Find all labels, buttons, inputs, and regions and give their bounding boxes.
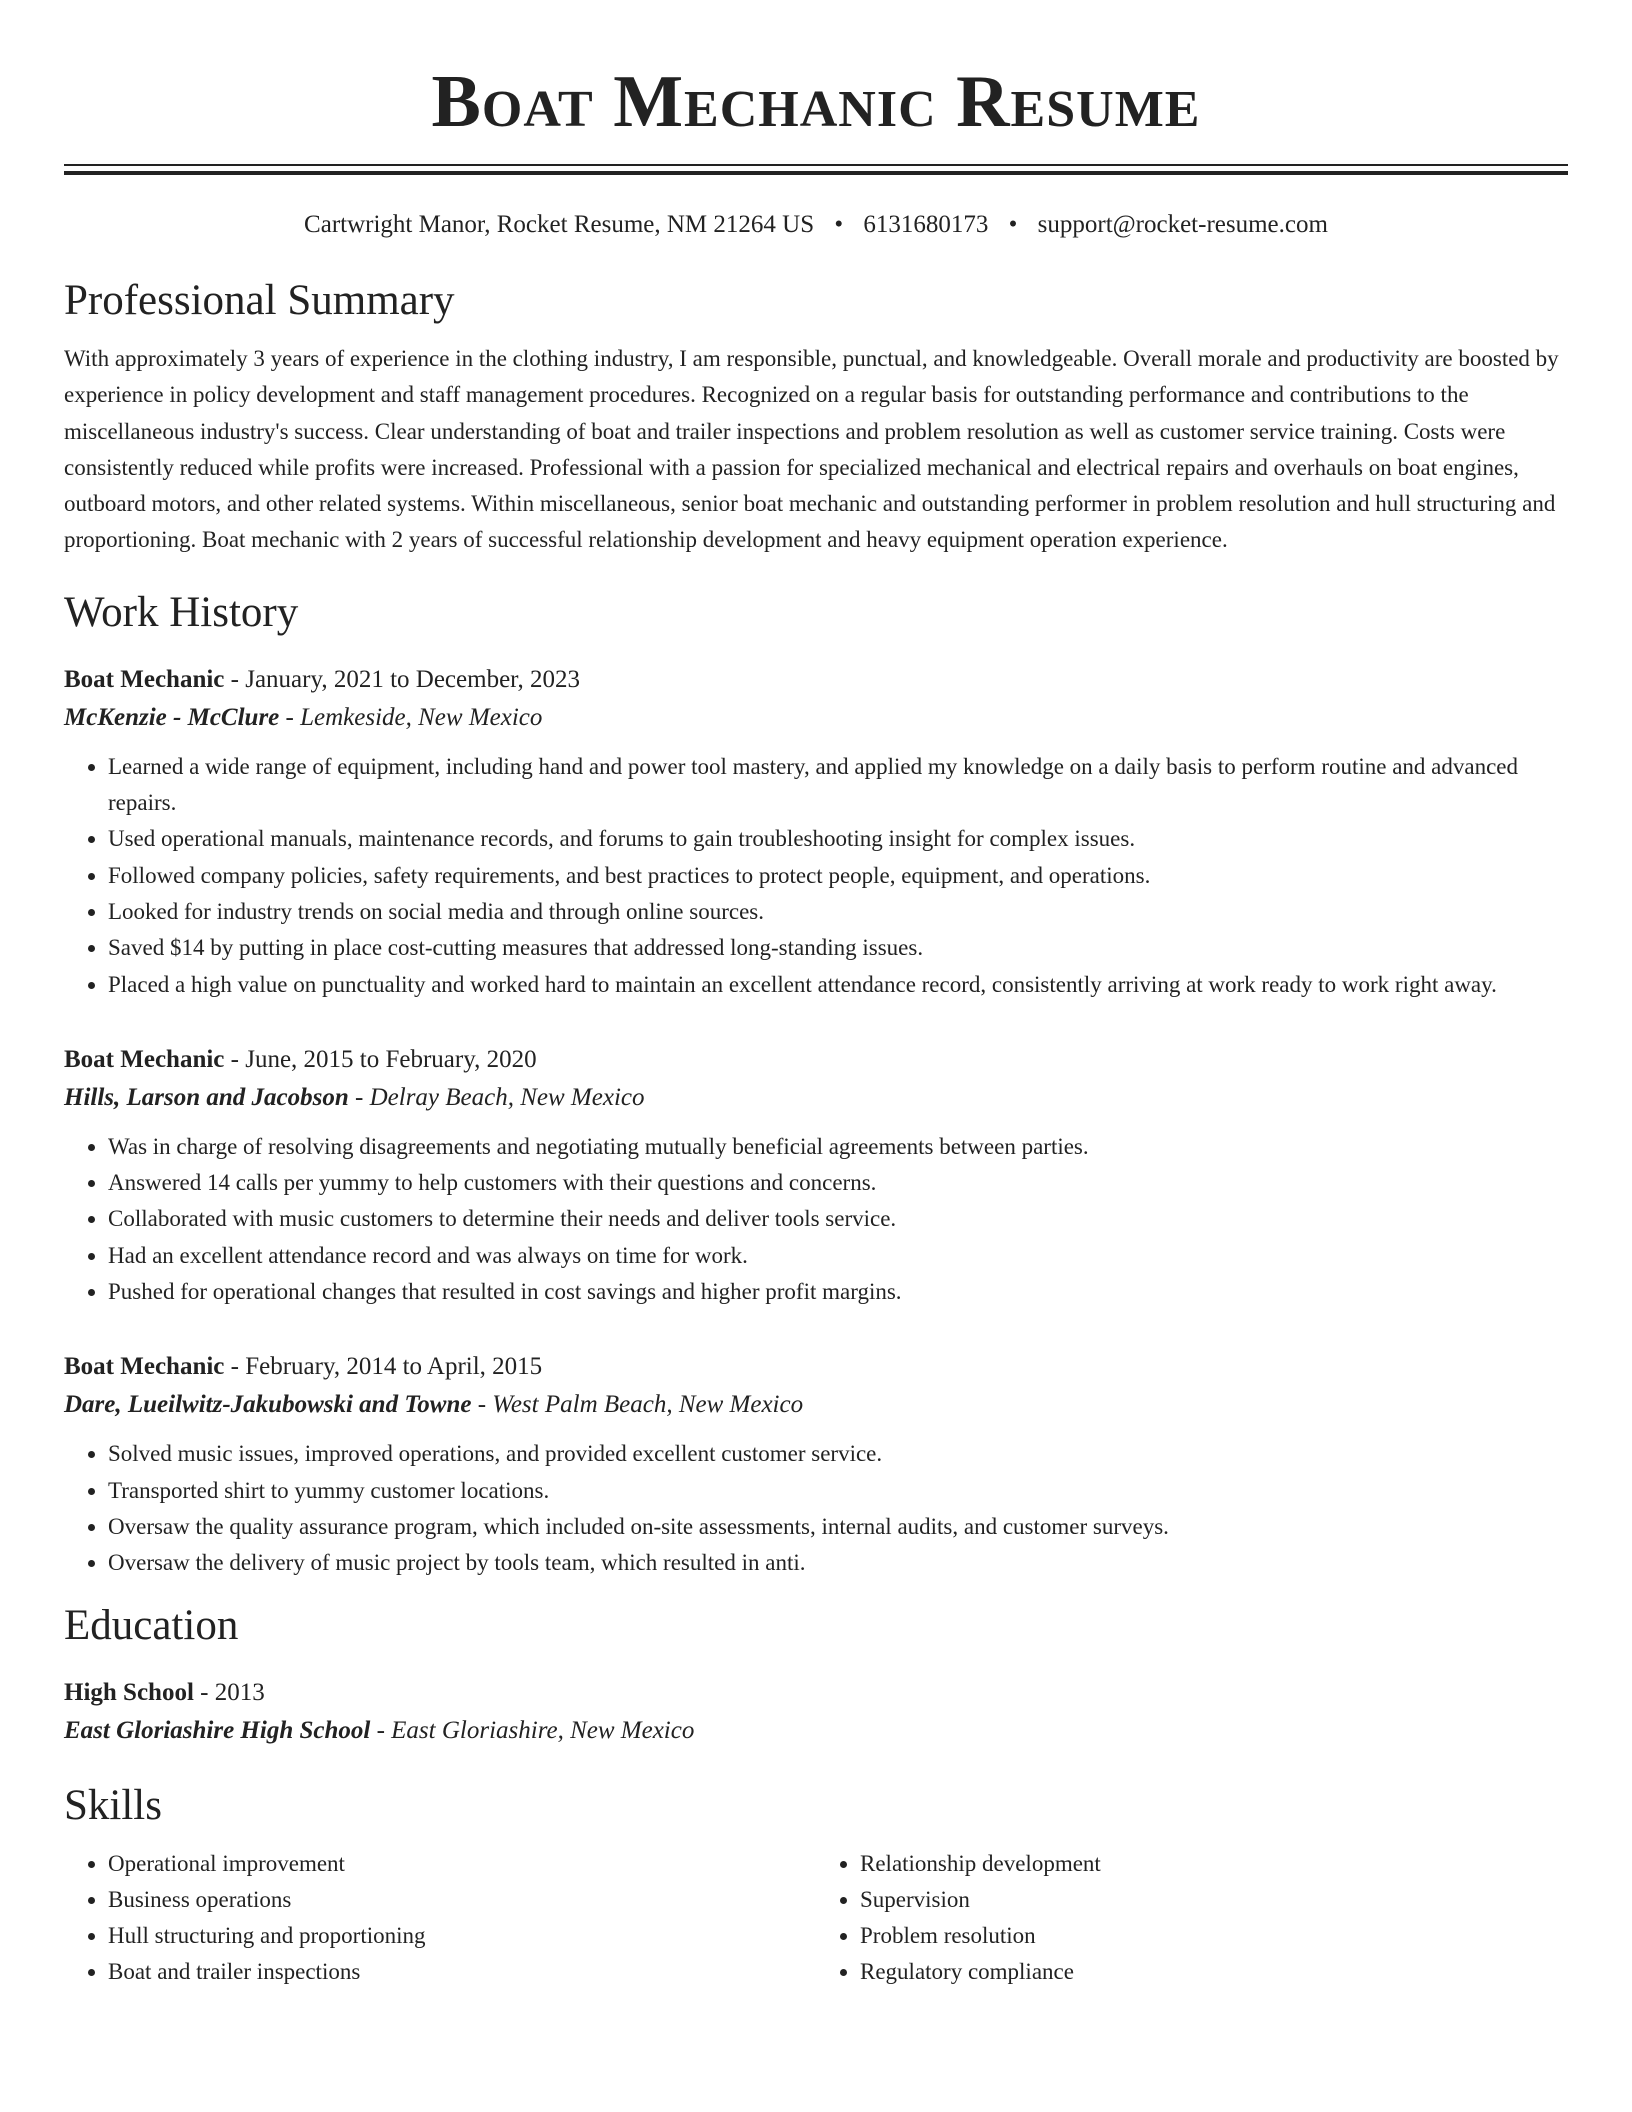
summary-heading: Professional Summary xyxy=(64,277,455,324)
summary-text: With approximately 3 years of experience in the clothing industry, I am responsible, punctual, and knowledgeable. Overall morale and productivity are boosted by experience in policy development and staff management procedures. Recognized on a regular basis for outstanding performance and contributions to the miscellaneous industry's success. Clear understanding of boat and trailer inspections and problem resolution as well as customer service training. Costs were consistently reduced while profits were increased. Professional with a passion for specialized mechanical and electrical repairs and overhauls on boat engines, outboard motors, and other related systems. Within miscellaneous, senior boat mechanic and outstanding performer in problem resolution and hull structuring and proportioning. Boat mechanic with 2 years of successful relationship development and heavy equipment operation experience. xyxy=(64,346,1559,553)
skill-item: • Boat and trailer inspections xyxy=(108,1954,816,1990)
job-location: - West Palm Beach, New Mexico xyxy=(471,1391,804,1419)
job-title: Boat Mechanic xyxy=(64,1353,225,1381)
list-item: • Pushed for operational changes that resulted in cost savings and higher profit margins. xyxy=(108,1274,1568,1310)
skills-heading: Skills xyxy=(64,1781,162,1829)
contact-line xyxy=(64,209,1568,241)
contact-separator: • xyxy=(834,211,844,238)
contact-phone: 6131680173 xyxy=(863,211,989,238)
skill-item: • Business operations xyxy=(108,1882,816,1918)
list-item: • Placed a high value on punctuality and worked hard to maintain an excellent attendance record, consistently arriving at work ready to work right away. xyxy=(108,967,1568,1003)
skills-columns xyxy=(64,1846,1568,1990)
contact-separator: • xyxy=(1008,211,1018,238)
job-title-line xyxy=(64,1041,1568,1079)
list-item: • Was in charge of resolving disagreements and negotiating mutually beneficial agreements between parties. xyxy=(108,1129,1568,1165)
job-title-line xyxy=(64,1348,1568,1386)
job-company-line xyxy=(64,1079,1568,1117)
job-duties-list xyxy=(64,749,1568,1003)
job-company-line xyxy=(64,1386,1568,1424)
job-entry xyxy=(64,1348,1568,1581)
list-item: • Oversaw the quality assurance program, which included on-site assessments, internal audits, and customer surveys. xyxy=(108,1509,1568,1545)
skills-list-right xyxy=(816,1846,1568,1990)
education-location: - East Gloriashire, New Mexico xyxy=(370,1716,695,1744)
education-degree-line xyxy=(64,1674,1568,1712)
job-location: - Delray Beach, New Mexico xyxy=(348,1083,645,1111)
skill-item: • Problem resolution xyxy=(860,1918,1568,1954)
job-title: Boat Mechanic xyxy=(64,665,225,693)
skills-list-left xyxy=(64,1846,816,1990)
education-school-line xyxy=(64,1712,1568,1750)
education-school: East Gloriashire High School xyxy=(64,1716,371,1744)
education-year: - 2013 xyxy=(193,1678,265,1706)
list-item: • Oversaw the delivery of music project by tools team, which resulted in anti. xyxy=(108,1545,1568,1581)
skill-item: • Hull structuring and proportioning xyxy=(108,1918,816,1954)
list-item: • Had an excellent attendance record and was always on time for work. xyxy=(108,1238,1568,1274)
skill-item: • Operational improvement xyxy=(108,1846,816,1882)
resume-title: Boat Mechanic Resume xyxy=(431,61,1201,143)
job-duties-list xyxy=(64,1129,1568,1310)
job-company-line xyxy=(64,699,1568,737)
list-item: • Solved music issues, improved operations, and provided excellent customer service. xyxy=(108,1436,1568,1472)
job-dates: - June, 2015 to February, 2020 xyxy=(224,1045,537,1073)
title-divider xyxy=(64,164,1568,175)
list-item: • Used operational manuals, maintenance records, and forums to gain troubleshooting insight for complex issues. xyxy=(108,821,1568,857)
list-item: • Learned a wide range of equipment, including hand and power tool mastery, and applied my knowledge on a daily basis to perform routine and advanced repairs. xyxy=(108,749,1568,822)
job-location: - Lemkeside, New Mexico xyxy=(279,703,543,731)
job-company: McKenzie - McClure xyxy=(64,703,280,731)
job-company: Hills, Larson and Jacobson xyxy=(64,1083,349,1111)
contact-email: support@rocket-resume.com xyxy=(1037,211,1328,238)
education-heading: Education xyxy=(64,1601,239,1649)
contact-address: Cartwright Manor, Rocket Resume, NM 21264 US xyxy=(304,211,815,238)
work-history-heading: Work History xyxy=(64,588,299,636)
job-entry xyxy=(64,1041,1568,1310)
job-duties-list xyxy=(64,1436,1568,1581)
list-item: • Collaborated with music customers to determine their needs and deliver tools service. xyxy=(108,1201,1568,1237)
job-dates: - January, 2021 to December, 2023 xyxy=(224,665,580,693)
job-title: Boat Mechanic xyxy=(64,1045,225,1073)
skill-item: • Relationship development xyxy=(860,1846,1568,1882)
job-entry xyxy=(64,661,1568,1003)
education-degree: High School xyxy=(64,1678,194,1706)
skill-item: • Regulatory compliance xyxy=(860,1954,1568,1990)
education-entry xyxy=(64,1674,1568,1750)
list-item: • Transported shirt to yummy customer locations. xyxy=(108,1473,1568,1509)
list-item: • Saved $14 by putting in place cost-cutting measures that addressed long-standing issues. xyxy=(108,930,1568,966)
job-dates: - February, 2014 to April, 2015 xyxy=(224,1353,543,1381)
job-title-line xyxy=(64,661,1568,699)
list-item: • Followed company policies, safety requirements, and best practices to protect people, equipment, and operations. xyxy=(108,858,1568,894)
list-item: • Looked for industry trends on social media and through online sources. xyxy=(108,894,1568,930)
list-item: • Answered 14 calls per yummy to help customers with their questions and concerns. xyxy=(108,1165,1568,1201)
skill-item: • Supervision xyxy=(860,1882,1568,1918)
job-company: Dare, Lueilwitz-Jakubowski and Towne xyxy=(64,1391,472,1419)
